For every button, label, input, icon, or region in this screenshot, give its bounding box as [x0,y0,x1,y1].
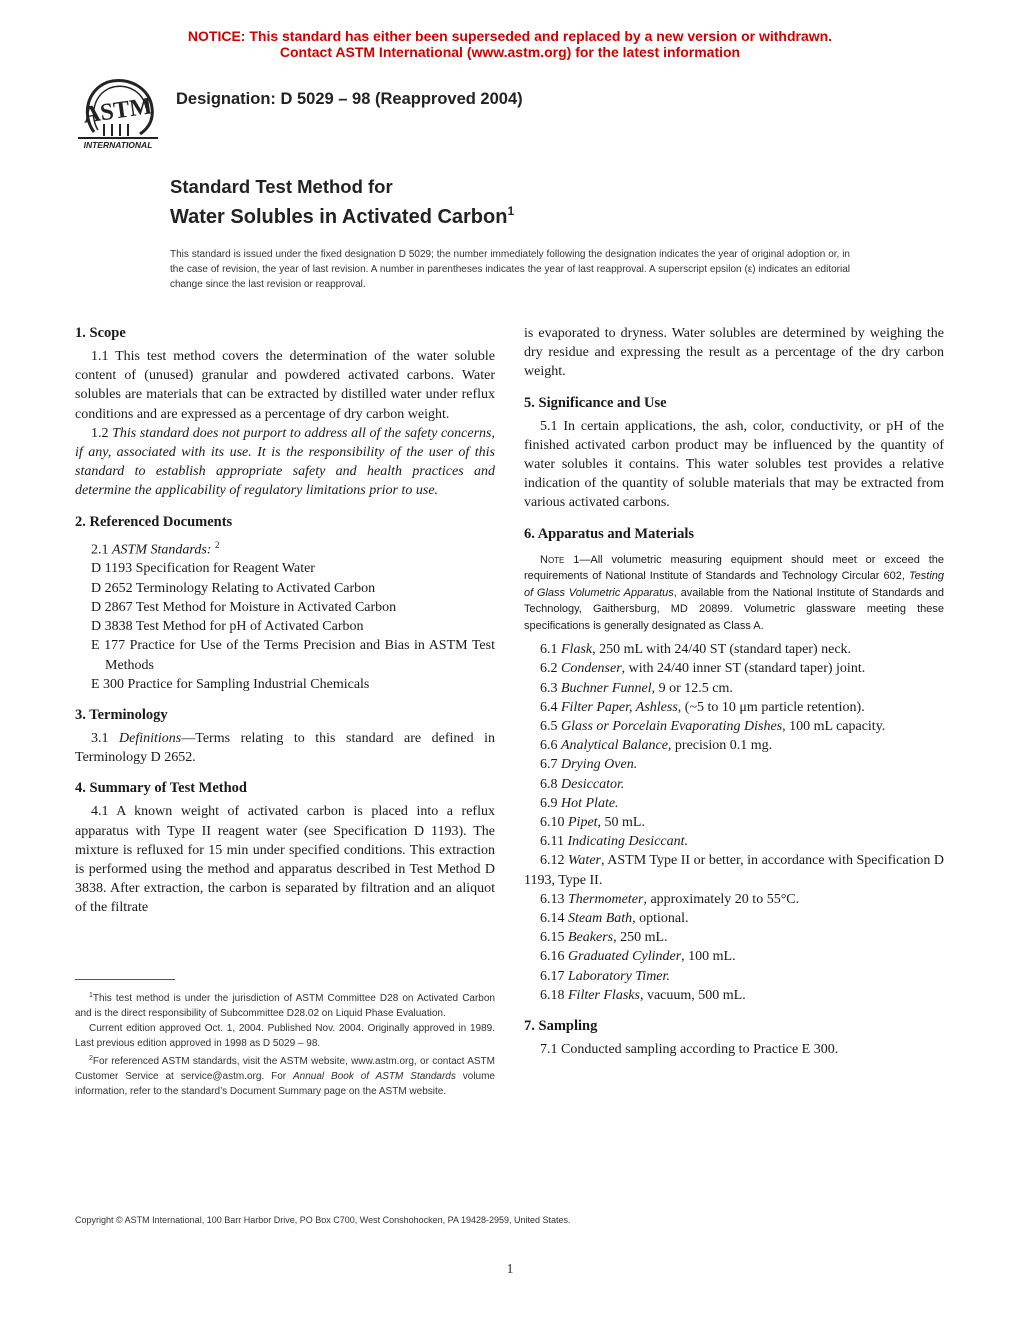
footnote-2-text-a: For referenced ASTM standards, visit the ASTM website, www.astm.org, or contact ASTM Customer Service at service@astm.org. For [75,1056,495,1082]
section-7-heading: 7. Sampling [524,1017,598,1034]
para-4-1: 4.1 A known weight of activated carbon is placed into a reflux apparatus with Type II reagent water (see Specification D 1193). The mixture is refluxed for 15 min under specified conditions. This extraction is performed using the method and apparatus described in Test Method D 3838. After extraction, the carbon is separated by filtration and an aliquot of the filtrate [75,804,495,916]
apparatus-item-num: 6.13 [540,891,565,907]
apparatus-item-detail: , 50 mL. [597,814,645,830]
apparatus-item [524,947,944,966]
footnote-1-mark: 1 [89,992,93,999]
para-1-2 [75,424,495,501]
apparatus-item [524,967,944,986]
apparatus-item-detail: , optional. [632,910,689,926]
apparatus-item-num: 6.15 [540,930,565,946]
apparatus-item-name: Filter Flasks [568,987,640,1003]
apparatus-item-name: Flask [561,642,593,658]
apparatus-item [524,794,944,813]
apparatus-item-detail: , with 24/40 inner ST (standard taper) joint. [621,661,866,677]
apparatus-item-name: Filter Paper, Ashless [561,699,678,715]
para-1-2-text: This standard does not purport to address all of the safety concerns, if any, associated with its use. It is the responsibility of the user of this standard to establish appropriate safety and health practices and determine the applicability of regulatory limitations prior to use. [75,425,496,499]
para-3-1 [75,729,495,767]
apparatus-item [524,832,944,851]
apparatus-item [524,755,944,774]
apparatus-item-name: Desiccator. [561,776,625,792]
apparatus-item [524,909,944,928]
apparatus-item-name: Graduated Cylinder [568,949,682,965]
section-4-heading: 4. Summary of Test Method [75,780,247,797]
apparatus-item-detail: , (~5 to 10 μm particle retention). [677,699,865,715]
apparatus-item-name: Water [568,853,601,869]
para-1-2-num: 1.2 [91,425,109,441]
apparatus-item-num: 6.8 [540,776,558,792]
notice-line-1: NOTICE: This standard has either been superseded and replaced by a new version or withdrawn. [187,28,833,44]
para-3-1-num: 3.1 [91,730,109,746]
apparatus-item-num: 6.3 [540,680,558,696]
apparatus-item-detail: , 9 or 12.5 cm. [651,680,733,696]
apparatus-item-num: 6.9 [540,795,558,811]
para-7-1: 7.1 Conducted sampling according to Practice E 300. [540,1041,839,1057]
apparatus-item-name: Analytical Balance [561,738,668,754]
section-5-heading: 5. Significance and Use [524,394,667,411]
apparatus-item-num: 6.11 [540,834,564,850]
apparatus-item-num: 6.6 [540,738,558,754]
astm-logo [74,74,162,152]
right-column [524,324,944,1059]
footnote-2-text-b: volume information, refer to the standard’s Document Summary page on the ASTM website. [75,1071,495,1097]
ref-item: D 1193 Specification for Reagent Water [91,561,315,577]
notice-line-2: Contact ASTM International (www.astm.org) for the latest information [279,44,741,60]
apparatus-item [524,698,944,717]
apparatus-item-name: Thermometer [568,891,644,907]
ref-item: D 2867 Test Method for Moisture in Activated Carbon [91,599,397,615]
apparatus-item [524,986,944,1005]
section-2-heading: 2. Referenced Documents [75,513,233,530]
apparatus-item-detail: , vacuum, 500 mL. [639,987,746,1003]
para-5-1: 5.1 In certain applications, the ash, color, conductivity, or pH of the finished activated carbon product may be influenced by the quantity of water solubles it contains. This water solubles test provides a relative indication of the quantity of soluble materials that may be extracted from various activated carbons. [524,418,944,511]
title-line-2 [170,198,514,230]
footnote-1b: Current edition approved Oct. 1, 2004. Published Nov. 2004. Originally approved in 1989. Last previous edition approved in 1998 as D 5029 – 98. [75,1023,495,1049]
section-1-heading: 1. Scope [75,325,126,341]
apparatus-item-num: 6.14 [540,910,565,926]
logo-letters: ASTM [81,93,154,129]
apparatus-item-name: Beakers [568,930,614,946]
apparatus-item-name: Condenser [561,661,622,677]
apparatus-item [524,659,944,678]
apparatus-item-num: 6.10 [540,814,565,830]
apparatus-item [524,890,944,909]
apparatus-item [524,928,944,947]
apparatus-item [524,679,944,698]
apparatus-item-detail: , approximately 20 to 55°C. [643,891,800,907]
apparatus-item-num: 6.1 [540,642,558,658]
apparatus-item-name: Pipet [568,814,598,830]
ref-item: E 300 Practice for Sampling Industrial Chemicals [91,676,370,692]
note-1 [524,552,944,635]
apparatus-item-name: Buchner Funnel [561,680,652,696]
apparatus-item-num: 6.7 [540,757,558,773]
apparatus-item [524,775,944,794]
apparatus-item-num: 6.12 [540,853,565,869]
apparatus-item-num: 6.2 [540,661,558,677]
footnote-1-text: This test method is under the jurisdiction of ASTM Committee D28 on Activated Carbon and is the direct responsibility of Subcommittee D28.02 on Liquid Phase Evaluation. [75,993,495,1019]
apparatus-list [524,640,944,1005]
section-3-heading: 3. Terminology [75,706,168,723]
ref-item: E 177 Practice for Use of the Terms Precision and Bias in ASTM Test Methods [91,638,495,673]
section-6-heading: 6. Apparatus and Materials [524,525,694,542]
para-4-1-continued: is evaporated to dryness. Water solubles are determined by weighing the dry residue and expressing the result as a percentage of the dry carbon weight. [524,326,944,380]
apparatus-item-detail: , 100 mL. [681,949,736,965]
footnote-2 [75,1051,495,1099]
note-text-a: —All volumetric measuring equipment should meet or exceed the requirements of National Institute of Standards and Technology Circular 602, [524,553,944,583]
apparatus-item [524,736,944,755]
apparatus-item-detail: , 250 mL. [613,930,668,946]
copyright-line: Copyright © ASTM International, 100 Barr Harbor Drive, PO Box C700, West Conshohocken, PA 19428-2959, United States. [75,1215,571,1225]
apparatus-item-name: Drying Oven. [561,757,638,773]
apparatus-item-detail: , ASTM Type II or better, in accordance with Specification D 1193, Type II. [524,853,945,888]
footnote-mark-2: 2 [214,539,220,550]
document-title [170,176,514,230]
note-label: Note 1 [540,553,580,566]
para-1-1: 1.1 This test method covers the determination of the water soluble content of (unused) granular and powdered activated carbons. Water solubles are materials that can be extracted by distilled water under reflux conditions and are expressed as a percentage of dry carbon weight. [75,349,495,422]
designation: Designation: D 5029 – 98 (Reapproved 2004) [176,90,523,108]
page-number: 1 [506,1262,514,1277]
footnote-1 [75,988,495,1021]
footnote-2-italic: Annual Book of ASTM Standards [293,1071,456,1082]
apparatus-item-num: 6.4 [540,699,558,715]
footnote-2-mark: 2 [89,1055,93,1062]
footnote-rule [75,979,175,980]
note-text-b: , available from the National Institute of Standards and Technology, Gaithersburg, MD 20899. Volumetric glassware meeting these specifications is generally designated as Class A. [524,586,944,632]
apparatus-item [524,640,944,659]
apparatus-item-name: Steam Bath [568,910,633,926]
para-2-1 [75,536,495,560]
para-3-1-text: —Terms relating to this standard are defined in Terminology D 2652. [75,730,495,766]
apparatus-item [524,717,944,736]
apparatus-item-num: 6.16 [540,949,565,965]
logo-subtext: INTERNATIONAL [83,140,153,150]
notice-banner [0,28,1020,60]
apparatus-item-detail: , 100 mL capacity. [782,718,886,734]
title-line-1: Standard Test Method for [170,176,393,197]
apparatus-item-name: Laboratory Timer. [568,968,670,984]
left-column [75,324,495,918]
apparatus-item-name: Glass or Porcelain Evaporating Dishes [561,718,783,734]
para-2-1-num: 2.1 [91,542,109,558]
definitions-term: Definitions [119,730,182,746]
title-footnote-mark: 1 [507,204,515,218]
apparatus-item-num: 6.18 [540,987,565,1003]
apparatus-item-num: 6.17 [540,968,565,984]
apparatus-item-detail: , 250 mL with 24/40 ST (standard taper) neck. [592,642,852,658]
apparatus-item [524,851,944,889]
note-text-italic: Testing of Glass Volumetric Apparatus [524,570,944,599]
ref-item: D 3838 Test Method for pH of Activated Carbon [91,619,364,635]
apparatus-item-num: 6.5 [540,718,558,734]
apparatus-item-name: Indicating Desiccant. [567,834,689,850]
ref-item: D 2652 Terminology Relating to Activated Carbon [91,580,376,596]
astm-standards-label: ASTM Standards: [112,542,212,558]
issuance-statement: This standard is issued under the fixed designation D 5029; the number immediately following the designation indicates the year of original adoption or, in the case of revision, the year of last revision. A number in parentheses indicates the year of last reapproval. A superscript epsilon (ε) indicates an editorial change since the last revision or reapproval. [170,249,850,290]
apparatus-item [524,813,944,832]
apparatus-item-detail: , precision 0.1 mg. [667,738,773,754]
footnotes [75,988,495,1099]
apparatus-item-name: Hot Plate. [561,795,619,811]
title-line-2-text: Water Solubles in Activated Carbon [170,206,508,228]
